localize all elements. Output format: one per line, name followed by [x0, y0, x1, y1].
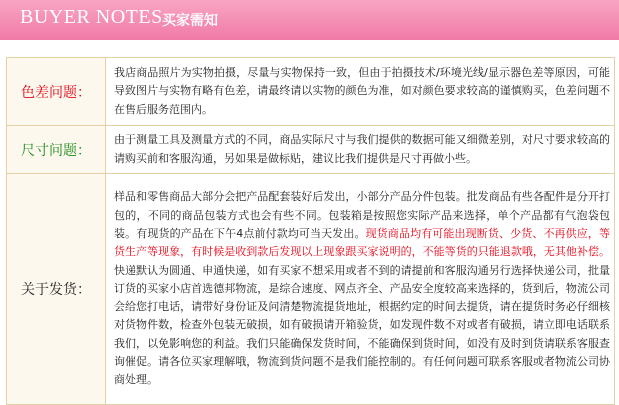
row-color-diff: [7, 58, 615, 126]
shipping-text-warning: 现货商品均有可能出现断货、少货、不再供应，等货生产等现象，有时候是收到款后发现以上现象跟买家说明的，不能等货的只能退款哦，无其他补偿。: [114, 226, 611, 259]
label-color-diff: 色差问题：: [7, 58, 106, 126]
header-title-en: BUYER NOTES: [20, 6, 163, 28]
label-size: 尺寸问题：: [7, 126, 106, 174]
content-color-diff: 我店商品照片为实物拍摄，尽量与实物保持一致，但由于拍摄技术/环境光线/显示器色差等原因，可能导致图片与实物有略有色差，请最终请以实物的颜色为准，如对颜色要求较高的谨慎购买，色差问题不在售后服务范围内。: [106, 58, 615, 126]
content-size-text: 由于测量工具及测量方式的不同，商品实际尺寸与我们提供的数据可能又细微差别，对尺寸要求较高的请购买前和客服沟通，另如果是做标贴，建议比我们提供是尺寸再做小些。: [114, 133, 610, 165]
notes-table: [6, 57, 615, 405]
row-shipping: [7, 174, 615, 405]
header-title-zh: 买家需知: [162, 13, 218, 29]
label-shipping: 关于发货：: [7, 174, 106, 405]
shipping-text-a: 样品和零售商品大部分会把产品配套装好后发出，小部分产品分件包装。批发商品有些各配件是分开打包的，不同的商品包装方式也会有些不同。包装箱是按照您实际产品来选择，单个产品都有气泡袋包装。有现货的产品在下午4点前付款均可当天发出。: [114, 190, 610, 240]
content-shipping: [106, 174, 615, 405]
row-size: [7, 126, 615, 174]
content-size: [106, 126, 615, 174]
page-header: [0, 0, 619, 40]
shipping-text-b: 快递默认为圆通、申通快递，如有买家不想采用或者不到的请提前和客服沟通另行选择快递公司，批量订货的买家小店首选德邦物流，是综合速度、网点齐全、产品安全度较高来选择的，货到后，物流公司会给您打电话，请带好身份证及问清楚物流提货地址，根据约定的时间去提货，请在提货时务必仔细核对货物件数，检查外包装无破损，如有破损请开箱验货，如发现件数不对或者有破损，请立即电话联系我们，以免影响您的利益。我们只能确保发货时间，不能确保到货时间，如没有及时到货请联系客服查询催促。请各位买家理解哦，物流到货问题不是我们能控制的。有任何问题可联系客服或者物流公司协商处理。: [114, 263, 610, 387]
